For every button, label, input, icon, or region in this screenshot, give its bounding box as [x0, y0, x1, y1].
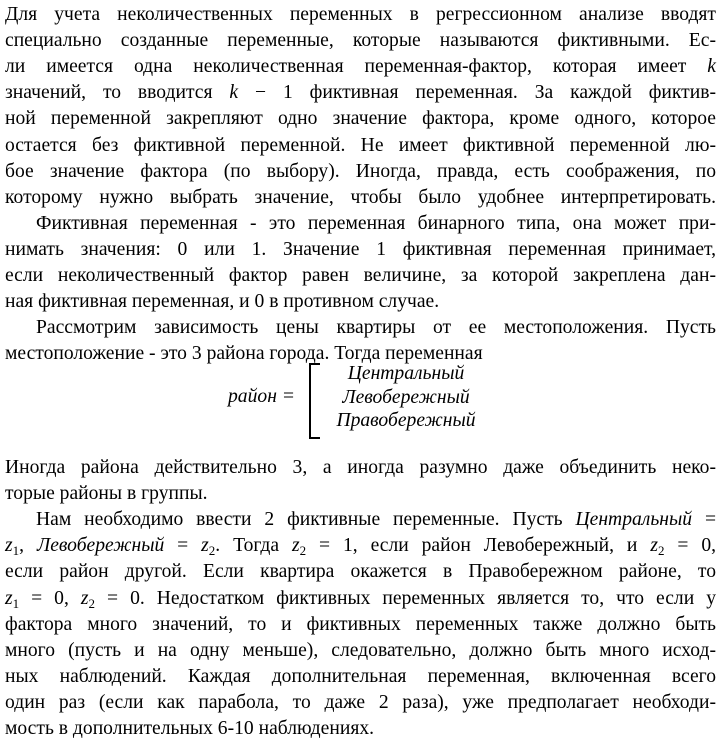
text-line — [5, 638, 716, 664]
text-line — [5, 716, 716, 742]
segment-text: z — [80, 587, 89, 609]
text-line — [5, 612, 716, 638]
text-line — [5, 159, 716, 185]
segment-text: специально созданные переменные, которые называются фиктивными. Ес- — [5, 30, 716, 52]
segment-text: ной переменной закрепляют одно значение фактора, кроме одного, которое — [5, 108, 716, 130]
formula-option: Левобережный — [342, 386, 470, 408]
segment-text: если неколичественный фактор равен величине, за которой закреплена дан- — [5, 265, 716, 286]
math-symbol — [229, 82, 238, 103]
text-segment — [5, 666, 716, 687]
segment-text: , — [19, 535, 37, 557]
segment-text: = — [692, 509, 716, 531]
math-symbol — [5, 588, 19, 609]
segment-text: местоположение - это 3 района города. Тогда переменная — [5, 343, 483, 365]
text-segment — [5, 265, 716, 286]
text-segment — [5, 108, 716, 129]
text-line — [5, 315, 716, 341]
segment-text: бое значение фактора (по выбору). Иногда, правда, есть соображения, по — [5, 160, 716, 182]
math-symbol — [292, 535, 307, 559]
subscript: 2 — [657, 543, 665, 559]
text-line — [5, 690, 716, 716]
subscript: 2 — [299, 543, 307, 559]
text-line — [5, 211, 716, 237]
text-segment — [95, 588, 716, 609]
text-line — [5, 586, 716, 612]
segment-text: нимать значения: 0 или 1. Значение 1 фиктивная переменная принимает, — [5, 238, 716, 260]
text-segment — [215, 535, 292, 556]
segment-text: значений, то вводится — [5, 82, 230, 104]
segment-text: остается без фиктивной переменной. Не имеет фиктивной переменной лю- — [5, 134, 716, 156]
segment-text: = — [164, 535, 202, 557]
formula-label: район = — [228, 386, 296, 407]
formula-option: Правобережный — [336, 410, 476, 431]
text-line — [5, 507, 716, 533]
subscript: 2 — [208, 543, 216, 559]
segment-text: Иногда района действительно 3, а иногда разумно даже объединить неко- — [5, 457, 716, 478]
segment-text: k — [229, 82, 239, 104]
text-segment — [5, 135, 716, 156]
text-line — [5, 54, 716, 80]
segment-text: мость в дополнительных 6-10 наблюдениях. — [5, 718, 375, 739]
segment-text: Фиктивная переменная - это переменная бинарного типа, она может при- — [36, 212, 716, 234]
segment-text: которому нужно выбрать значение, чтобы было удобнее интерпретировать. — [5, 186, 716, 208]
text-segment — [5, 692, 716, 713]
text-segment — [5, 82, 229, 103]
text-line — [5, 133, 716, 159]
segment-text: торые районы в группы. — [5, 483, 208, 505]
text-segment — [238, 82, 716, 103]
text-segment — [5, 239, 716, 260]
segment-text: Левобережный — [36, 535, 165, 557]
formula-option: Центральный — [347, 363, 465, 384]
segment-text: = 0. Недостатком фиктивных переменных является то, что если у — [95, 587, 716, 609]
district-formula — [0, 360, 721, 440]
math-symbol — [650, 535, 665, 559]
formula-options — [326, 362, 486, 433]
math-symbol — [201, 535, 216, 559]
text-segment — [5, 561, 716, 582]
text-line — [5, 185, 716, 211]
math-symbol — [81, 588, 95, 609]
text-line — [5, 455, 716, 481]
text-segment — [5, 614, 716, 635]
text-line — [5, 481, 716, 507]
text-line — [5, 263, 716, 289]
left-bracket — [309, 363, 320, 439]
text-segment — [19, 588, 81, 609]
segment-text: ная фиктивная переменная, и 0 в противном случае. — [5, 291, 440, 313]
text-line — [5, 80, 716, 106]
text-segment — [5, 56, 707, 77]
segment-text: если район другой. Если квартира окажется в Правобережном районе, то — [5, 561, 716, 583]
text-segment — [5, 640, 716, 661]
text-segment — [5, 291, 439, 312]
segment-text: z — [5, 587, 13, 609]
segment-text: z — [5, 535, 13, 557]
segment-text: фактора много значений, то и фиктивных переменных также должно быть — [5, 613, 716, 635]
segment-text: = 0, — [19, 587, 81, 609]
text-line — [5, 664, 716, 690]
segment-text: z — [292, 535, 300, 557]
math-symbol — [37, 535, 164, 556]
math-symbol — [5, 535, 20, 559]
segment-text: − 1 фиктивная переменная. За каждой фиктив- — [238, 82, 716, 104]
text-line — [5, 237, 716, 263]
math-symbol — [707, 56, 716, 77]
text-line — [5, 2, 716, 28]
segment-text: много (пусть и на одну меньше), следовательно, должно быть много исход- — [5, 639, 716, 661]
subscript: 1 — [12, 595, 20, 611]
text-line — [5, 559, 716, 585]
segment-text: = 0, — [664, 535, 717, 557]
text-segment — [5, 30, 716, 51]
text-segment — [36, 213, 716, 234]
text-segment — [5, 187, 716, 208]
text-segment — [5, 457, 716, 478]
segment-text: Нам необходимо ввести 2 фиктивные переменные. Пусть — [36, 509, 576, 531]
subscript: 2 — [88, 595, 96, 611]
text-segment — [5, 4, 716, 25]
segment-text: . Тогда — [215, 535, 292, 557]
text-segment — [5, 161, 716, 182]
text-segment — [5, 483, 208, 504]
subscript: 1 — [12, 543, 20, 559]
text-line — [5, 533, 716, 559]
segment-text: Для учета неколичественных переменных в регрессионном анализе вводят — [5, 4, 716, 25]
segment-text: k — [707, 56, 716, 78]
text-line — [5, 106, 716, 132]
math-symbol — [575, 509, 692, 530]
text-line — [5, 28, 716, 54]
segment-text: = 1, если район Левобережный, и — [306, 535, 651, 557]
text-segment — [36, 509, 575, 530]
text-segment — [692, 509, 716, 530]
segment-text: Рассмотрим зависимость цены квартиры от ее местоположения. Пусть — [36, 317, 716, 339]
text-line — [5, 289, 716, 315]
text-segment — [164, 535, 201, 556]
text-segment — [306, 535, 650, 556]
text-segment — [5, 718, 374, 739]
segment-text: z — [650, 535, 658, 557]
segment-text: ных наблюдений. Каждая дополнительная переменная, включенная всего — [5, 665, 716, 687]
text-segment — [19, 535, 37, 556]
text-segment — [36, 317, 716, 338]
text-segment — [664, 535, 716, 556]
segment-text: один раз (если как парабола, то даже 2 раза), уже предполагает необходи- — [5, 691, 716, 713]
segment-text: Центральный — [575, 509, 693, 531]
segment-text: z — [201, 535, 209, 557]
segment-text: ли имеется одна неколичественная переменная-фактор, которая имеет — [5, 56, 708, 78]
